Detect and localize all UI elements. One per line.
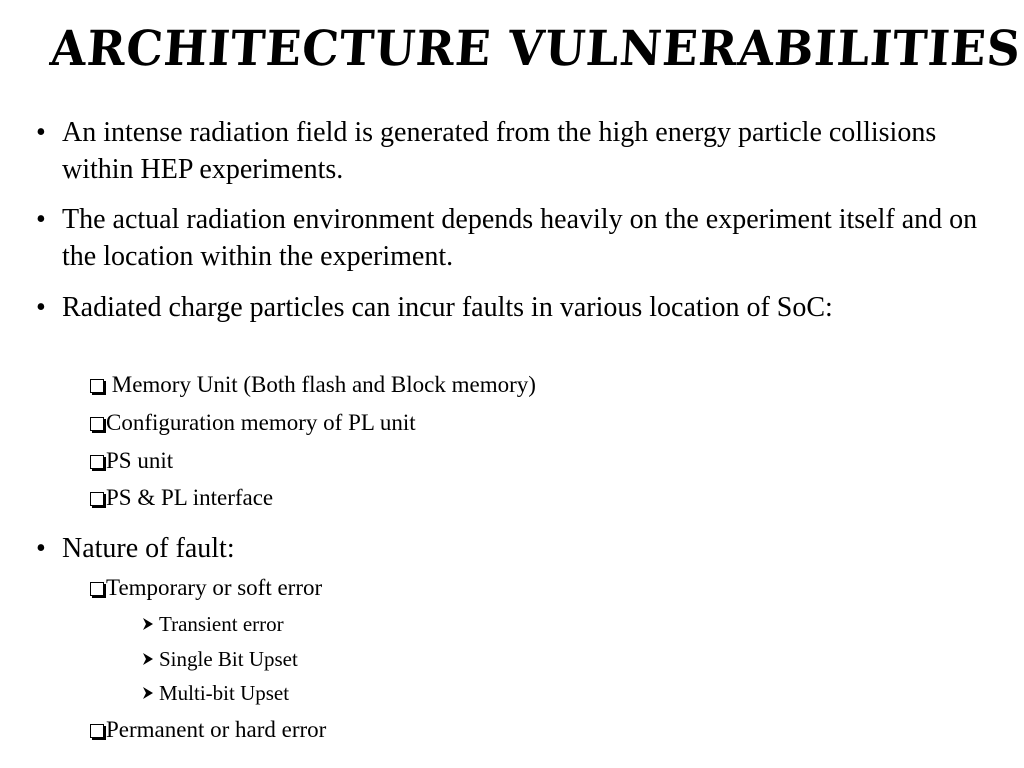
arrowhead-icon <box>141 617 159 631</box>
sub-bullet-text: Configuration memory of PL unit <box>106 410 416 435</box>
arrowhead-icon <box>141 686 159 700</box>
bullet-point <box>36 530 996 567</box>
arrowhead-icon <box>141 652 159 666</box>
sub-bullet-text: PS unit <box>106 448 174 473</box>
slide-title: ARCHITECTURE VULNERABILITIES <box>48 19 1023 77</box>
bullet-dot-icon: • <box>36 117 46 148</box>
bullet-point <box>36 201 996 275</box>
sub-sub-bullet <box>141 645 298 673</box>
sub-sub-bullet <box>141 610 284 638</box>
bullet-point <box>36 289 996 326</box>
sub-sub-bullet-text: Multi-bit Upset <box>159 681 290 705</box>
bullet-text: Nature of fault: <box>62 533 235 564</box>
bullet-dot-icon: • <box>36 533 46 564</box>
sub-bullet-text: PS & PL interface <box>106 485 274 510</box>
bullet-dot-icon: • <box>36 292 46 323</box>
checkbox-square-icon <box>90 492 104 506</box>
sub-bullet <box>90 573 322 603</box>
sub-bullet-text: Memory Unit (Both flash and Block memory) <box>106 372 536 397</box>
sub-bullet <box>90 370 536 400</box>
sub-bullet <box>90 446 173 476</box>
sub-sub-bullet <box>141 679 289 707</box>
sub-bullet <box>90 483 273 513</box>
sub-bullet-text: Temporary or soft error <box>106 575 323 600</box>
sub-bullet-text: Permanent or hard error <box>106 717 327 742</box>
bullet-dot-icon: • <box>36 204 46 235</box>
bullet-point <box>36 114 996 188</box>
checkbox-square-icon <box>90 417 104 431</box>
checkbox-square-icon <box>90 724 104 738</box>
sub-bullet <box>90 715 326 745</box>
sub-bullet <box>90 408 416 438</box>
bullet-text: An intense radiation field is generated from the high energy particle collisions within HEP experiments. <box>62 117 937 185</box>
bullet-text: Radiated charge particles can incur faults in various location of SoC: <box>62 292 833 323</box>
checkbox-square-icon <box>90 455 104 469</box>
bullet-text: The actual radiation environment depends heavily on the experiment itself and on the location within the experiment. <box>62 204 978 272</box>
checkbox-square-icon <box>90 582 104 596</box>
sub-sub-bullet-text: Single Bit Upset <box>159 647 298 671</box>
sub-sub-bullet-text: Transient error <box>159 612 284 636</box>
checkbox-square-icon <box>90 379 104 393</box>
